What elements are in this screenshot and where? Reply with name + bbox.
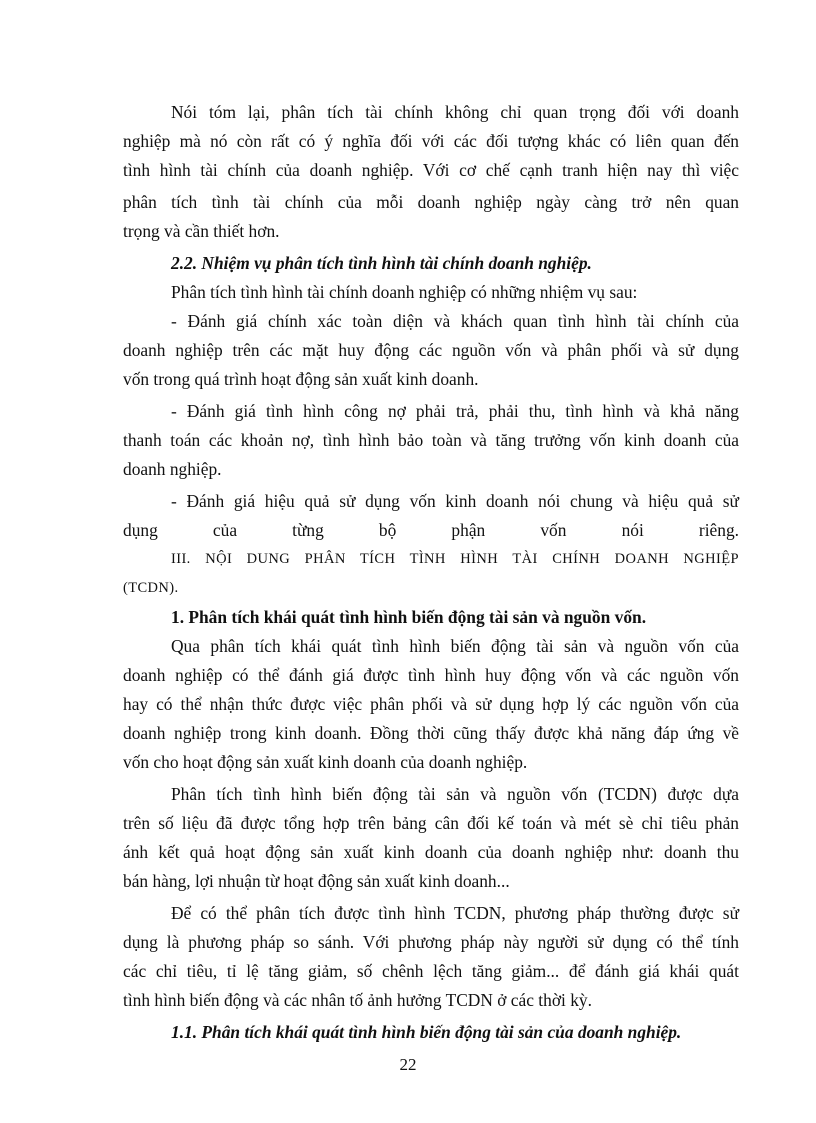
- subsection-heading: 1. Phân tích khái quát tình hình biến động tài sản và nguồn vốn.: [171, 607, 647, 627]
- list-item-line: doanh nghiệp trên các mặt huy động các nguồn vốn và phân phối và sử dụng: [123, 340, 739, 360]
- paragraph-line: trên số liệu đã được tổng hợp trên bảng cân đối kế toán và mét sè chỉ tiêu phản: [123, 813, 739, 833]
- paragraph-line: doanh nghiệp trong kinh doanh. Đồng thời cũng thấy được khả năng đáp ứng về: [123, 723, 739, 743]
- list-item-line: vốn trong quá trình hoạt động sản xuất kinh doanh.: [123, 369, 479, 389]
- paragraph-line: ánh kết quả hoạt động sản xuất kinh doanh của doanh nghiệp như: doanh thu: [123, 842, 739, 862]
- paragraph-line: trọng và cần thiết hơn.: [123, 221, 280, 241]
- list-item-line: - Đánh giá chính xác toàn diện và khách quan tình hình tài chính của: [171, 311, 739, 331]
- paragraph-line: tình hình biến động và các nhân tố ảnh hưởng TCDN ở các thời kỳ.: [123, 990, 592, 1010]
- paragraph-line: Nói tóm lại, phân tích tài chính không chỉ quan trọng đối với doanh: [171, 102, 739, 122]
- paragraph-line: Qua phân tích khái quát tình hình biến động tài sản và nguồn vốn của: [171, 636, 739, 656]
- list-item-line: - Đánh giá hiệu quả sử dụng vốn kinh doanh nói chung và hiệu quả sử: [171, 491, 739, 511]
- list-item-line: dụng của từng bộ phận vốn nói riêng.: [123, 520, 739, 540]
- list-item-line: - Đánh giá tình hình công nợ phải trả, phải thu, tình hình và khả năng: [171, 401, 739, 421]
- section-heading: 2.2. Nhiệm vụ phân tích tình hình tài chính doanh nghiệp.: [171, 253, 592, 273]
- paragraph-line: Phân tích tình hình tài chính doanh nghiệp có những nhiệm vụ sau:: [171, 282, 638, 302]
- paragraph-line: nghiệp mà nó còn rất có ý nghĩa đối với các đối tượng khác có liên quan đến: [123, 131, 739, 151]
- paragraph-line: hay có thể nhận thức được việc phân phối và sử dụng hợp lý các nguồn vốn của: [123, 694, 739, 714]
- paragraph-line: các chỉ tiêu, tỉ lệ tăng giảm, số chênh lệch tăng giảm... để đánh giá khái quát: [123, 961, 739, 981]
- list-item-line: doanh nghiệp.: [123, 459, 222, 479]
- list-item-line: thanh toán các khoản nợ, tình hình bảo toàn và tăng trưởng vốn kinh doanh của: [123, 430, 739, 450]
- subsection-heading: 1.1. Phân tích khái quát tình hình biến động tài sản của doanh nghiệp.: [171, 1022, 682, 1042]
- paragraph-line: vốn cho hoạt động sản xuất kinh doanh của doanh nghiệp.: [123, 752, 528, 772]
- paragraph-line: dụng là phương pháp so sánh. Với phương pháp này người sử dụng có thể tính: [123, 932, 739, 952]
- document-page: [123, 98, 739, 1047]
- paragraph-line: Để có thể phân tích được tình hình TCDN, phương pháp thường được sử: [171, 903, 739, 923]
- paragraph-line: phân tích tình tài chính của mỗi doanh nghiệp ngày càng trở nên quan: [123, 192, 739, 212]
- paragraph-line: tình hình tài chính của doanh nghiệp. Với cơ chế cạnh tranh hiện nay thì việc: [123, 160, 739, 180]
- chapter-heading: III. NỘI DUNG PHÂN TÍCH TÌNH HÌNH TÀI CHÍNH DOANH NGHIỆP: [171, 551, 739, 567]
- paragraph-line: Phân tích tình hình biến động tài sản và nguồn vốn (TCDN) được dựa: [171, 784, 739, 804]
- chapter-heading: (TCDN).: [123, 580, 179, 596]
- paragraph-line: doanh nghiệp có thể đánh giá được tình hình huy động vốn và các nguồn vốn: [123, 665, 739, 685]
- page-number: 22: [399, 1055, 417, 1074]
- paragraph-line: bán hàng, lợi nhuận từ hoạt động sản xuất kinh doanh...: [123, 871, 510, 891]
